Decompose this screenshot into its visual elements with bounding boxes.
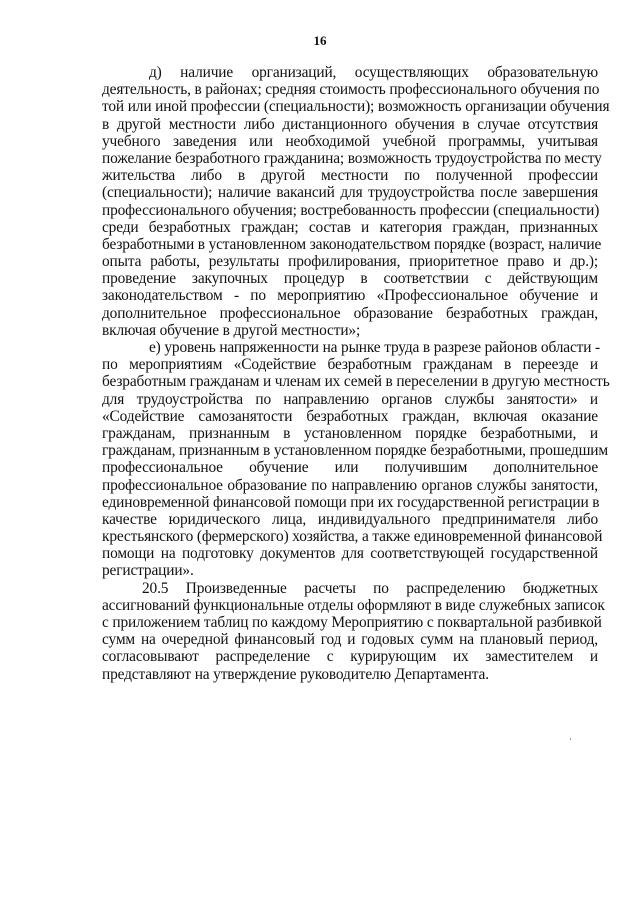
paragraph-line: той или иной профессии (специальности); возможность организации обучения	[102, 98, 610, 116]
paragraph-line: «Содействие самозанятости безработных граждан, включая оказание	[102, 407, 598, 425]
paragraph-line: включая обучение в другой местности»;	[102, 321, 361, 339]
paragraph-line: д) наличие организаций, осуществляющих образовательную	[149, 64, 598, 81]
paragraph-line: по мероприятиям «Содействие безработным гражданам в переезде и	[102, 356, 598, 374]
paragraph-line: согласовывают распределение с курирующим их заместителем и	[102, 648, 598, 666]
paragraph-line: е) уровень напряженности на рынке труда в разрезе районов области -	[149, 339, 600, 356]
paragraph-line: проведение закупочных процедур в соответствии с действующим	[102, 270, 598, 288]
paragraph-line: в другой местности либо дистанционного обучения в случае отсутствия	[102, 115, 598, 133]
paragraph-line: единовременной финансовой помощи при их государственной регистрации в	[102, 493, 600, 511]
paragraph-line: помощи на подготовку документов для соответствующей государственной	[102, 545, 598, 563]
paragraph-line: учебного заведения или необходимой учебной программы, учитывая	[102, 132, 598, 150]
paragraph-line: 20.5 Произведенные расчеты по распределению бюджетных	[142, 579, 598, 597]
paragraph-line: гражданам, признанным в установленном порядке безработными, и	[102, 424, 598, 442]
document-body	[102, 64, 610, 683]
paragraph-line: качестве юридического лица, индивидуального предпринимателя либо	[102, 510, 598, 528]
paragraph-line: пожелание безработного гражданина; возможность трудоустройства по месту	[102, 149, 602, 167]
paragraph-line: деятельность, в районах; средняя стоимость профессионального обучения по	[102, 81, 600, 99]
paragraph-line: регистрации».	[102, 562, 194, 580]
paragraph-line: профессиональное обучение или получившим дополнительное	[102, 459, 598, 477]
paragraph-20-5	[102, 579, 605, 683]
page-number: 16	[313, 33, 327, 48]
paragraph-line: опыта работы, результаты профилирования, приоритетное право и др.);	[102, 253, 598, 271]
scan-speck	[570, 738, 571, 740]
paragraph-line: среди безработных граждан; состав и категория граждан, признанных	[102, 218, 598, 236]
paragraph-line: крестьянского (фермерского) хозяйства, а также единовременной финансовой	[102, 528, 603, 546]
paragraph-line: профессионального обучения; востребованность профессии (специальности)	[102, 201, 600, 219]
paragraph-d	[102, 64, 610, 339]
paragraph-line: профессиональное образование по направлению органов службы занятости,	[102, 476, 598, 494]
paragraph-line: законодательством - по мероприятию «Профессиональное обучение и	[102, 287, 598, 305]
paragraph-line: безработным гражданам и членам их семей в переселении в другую местность	[102, 373, 610, 391]
paragraph-line: представляют на утверждение руководителю Департамента.	[102, 665, 489, 683]
paragraph-line: безработными в установленном законодательством порядке (возраст, наличие	[102, 235, 602, 253]
paragraph-line: ассигнований функциональные отделы оформляют в виде служебных записок	[102, 596, 605, 614]
paragraph-line: жительства либо в другой местности по полученной профессии	[102, 167, 598, 185]
paragraph-line: гражданам, признанным в установленном порядке безработными, прошедшим	[102, 442, 608, 460]
paragraph-e	[102, 339, 610, 580]
paragraph-line: (специальности); наличие вакансий для трудоустройства после завершения	[102, 184, 598, 202]
paragraph-line: дополнительное профессиональное образование безработных граждан,	[102, 304, 598, 322]
paragraph-line: для трудоустройства по направлению органов службы занятости» и	[102, 390, 598, 408]
paragraph-line: сумм на очередной финансовый год и годовых сумм на плановый период,	[102, 631, 598, 649]
paragraph-line: с приложением таблиц по каждому Мероприятию с поквартальной разбивкой	[102, 614, 602, 631]
